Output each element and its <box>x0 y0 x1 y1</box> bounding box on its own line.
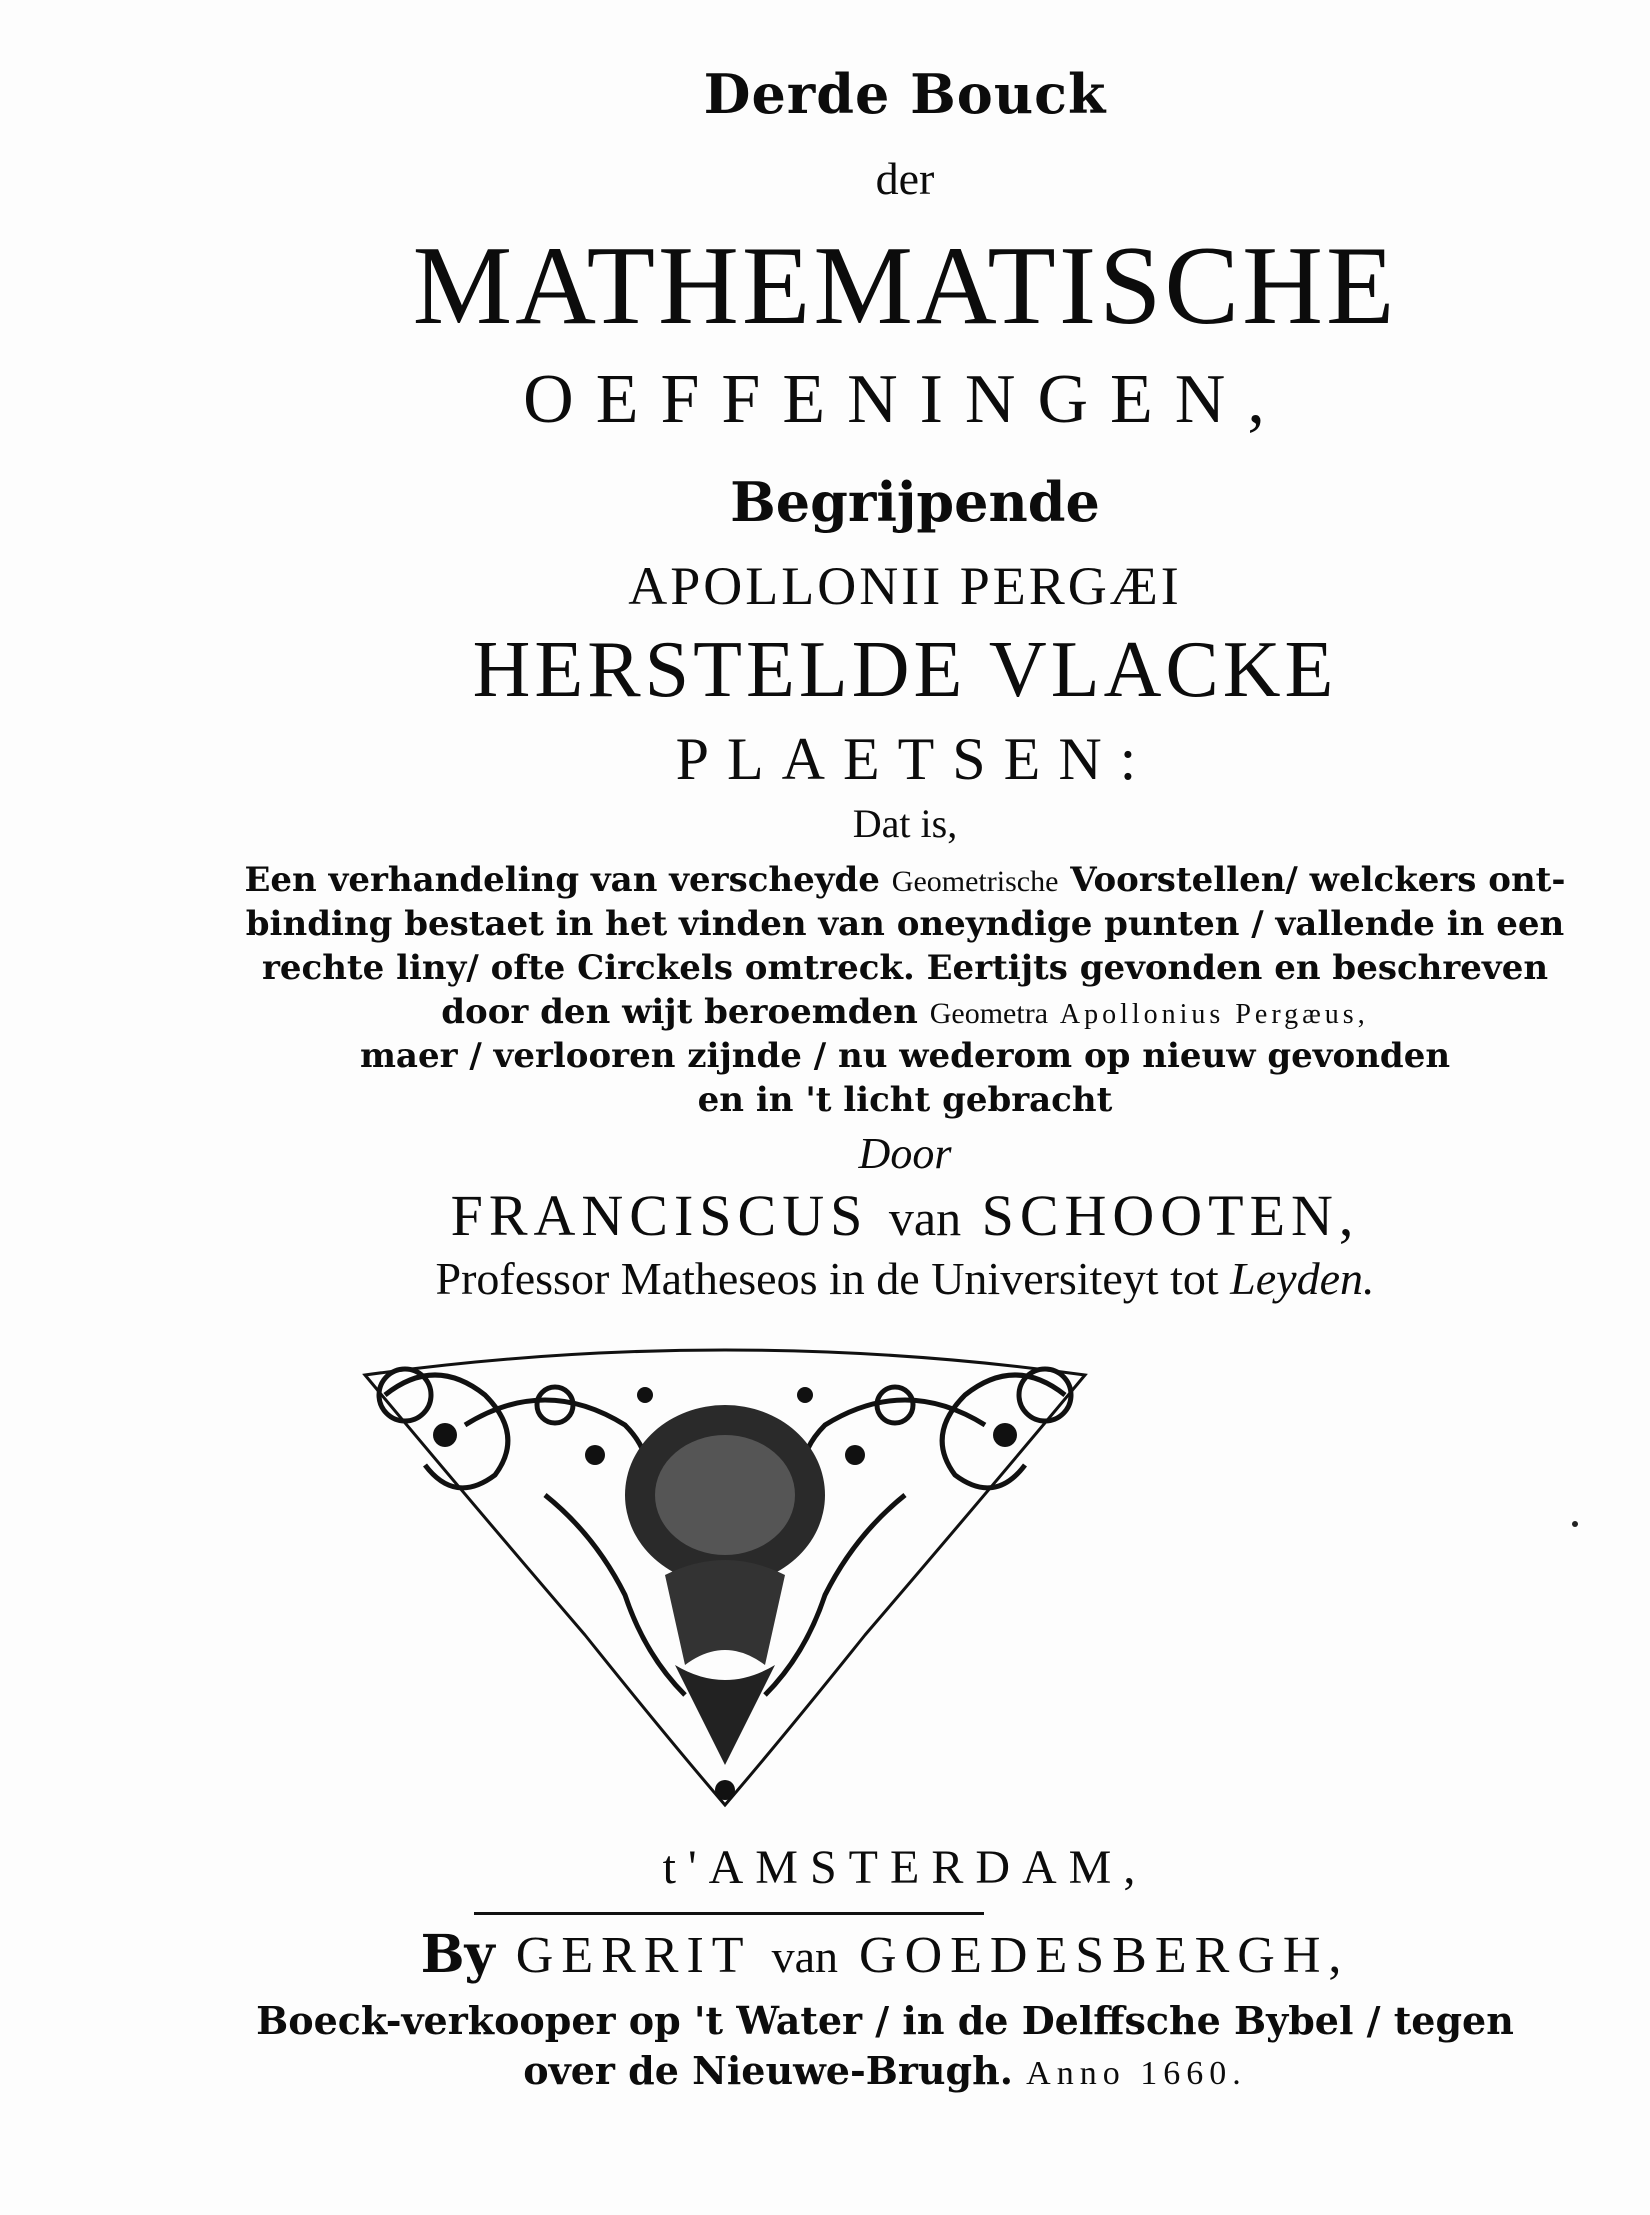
author-title-text: Professor Matheseos in de Universiteyt tot <box>435 1253 1219 1304</box>
imprint-publisher <box>60 1924 1650 1985</box>
der-line: der <box>875 153 935 204</box>
imprint-address-text: over de Nieuwe-Brugh. <box>523 2048 1013 2093</box>
publisher-particle: van <box>771 1931 839 1982</box>
description-line-5: maer / verlooren zijnde / nu wederom op nieuw gevonden <box>359 1036 1451 1076</box>
plaetsen-line: PLAETSEN: <box>675 726 1155 792</box>
description-line-6: en in 't licht gebracht <box>697 1080 1113 1120</box>
description-smallcaps-text: Apollonius Pergæus, <box>1059 999 1369 1030</box>
description-line-1 <box>80 860 1650 900</box>
imprint-address-line-1: Boeck-verkooper op 't Water / in de Delffsche Bybel / tegen <box>256 1998 1514 2043</box>
author-title <box>80 1252 1650 1305</box>
author-title-city: Leyden. <box>1230 1253 1375 1304</box>
author-first-name: FRANCISCUS <box>450 1183 869 1248</box>
description-text: Een verhandeling van verscheyde <box>244 860 880 900</box>
imprint-rule <box>474 1912 984 1915</box>
herstelde-line: HERSTELDE VLACKE <box>472 626 1338 714</box>
stray-mark <box>1572 1521 1578 1527</box>
author-name <box>80 1182 1650 1249</box>
publisher-surname: GOEDESBERGH, <box>859 1927 1350 1984</box>
imprint-address-line-2 <box>60 2048 1650 2093</box>
author-particle: van <box>888 1190 962 1246</box>
author-surname: SCHOOTEN, <box>981 1183 1360 1248</box>
description-roman-text: Geometra <box>929 997 1049 1030</box>
description-line-3: rechte liny/ ofte Circkels omtreck. Eertijts gevonden en beschreven <box>261 948 1549 988</box>
imprint-year: Anno 1660. <box>1026 2055 1247 2092</box>
volume-heading: Derde Bouck <box>703 62 1107 126</box>
description-roman-text: Geometrische <box>891 865 1059 898</box>
imprint-by: By <box>420 1924 495 1985</box>
apollonii-line: APOLLONII PERGÆI <box>628 556 1182 616</box>
main-title: MATHEMATISCHE <box>412 224 1398 348</box>
description-line-2: binding bestaet in het vinden van oneyndige punten / vallende in een <box>245 904 1565 944</box>
door-line: Door <box>858 1129 952 1178</box>
description-text: Voorstellen/ welckers ont- <box>1070 860 1566 900</box>
imprint-city: t'AMSTERDAM, <box>662 1841 1148 1894</box>
dat-is-line: Dat is, <box>852 801 958 846</box>
begrijpende-line: Begrijpende <box>730 470 1100 534</box>
publisher-first-name: GERRIT <box>515 1927 751 1984</box>
main-title-second-line: OEFFENINGEN, <box>523 361 1287 438</box>
description-text: door den wijt beroemden <box>441 992 918 1032</box>
printers-ornament-image <box>345 1335 1105 1815</box>
description-line-4 <box>80 992 1650 1032</box>
